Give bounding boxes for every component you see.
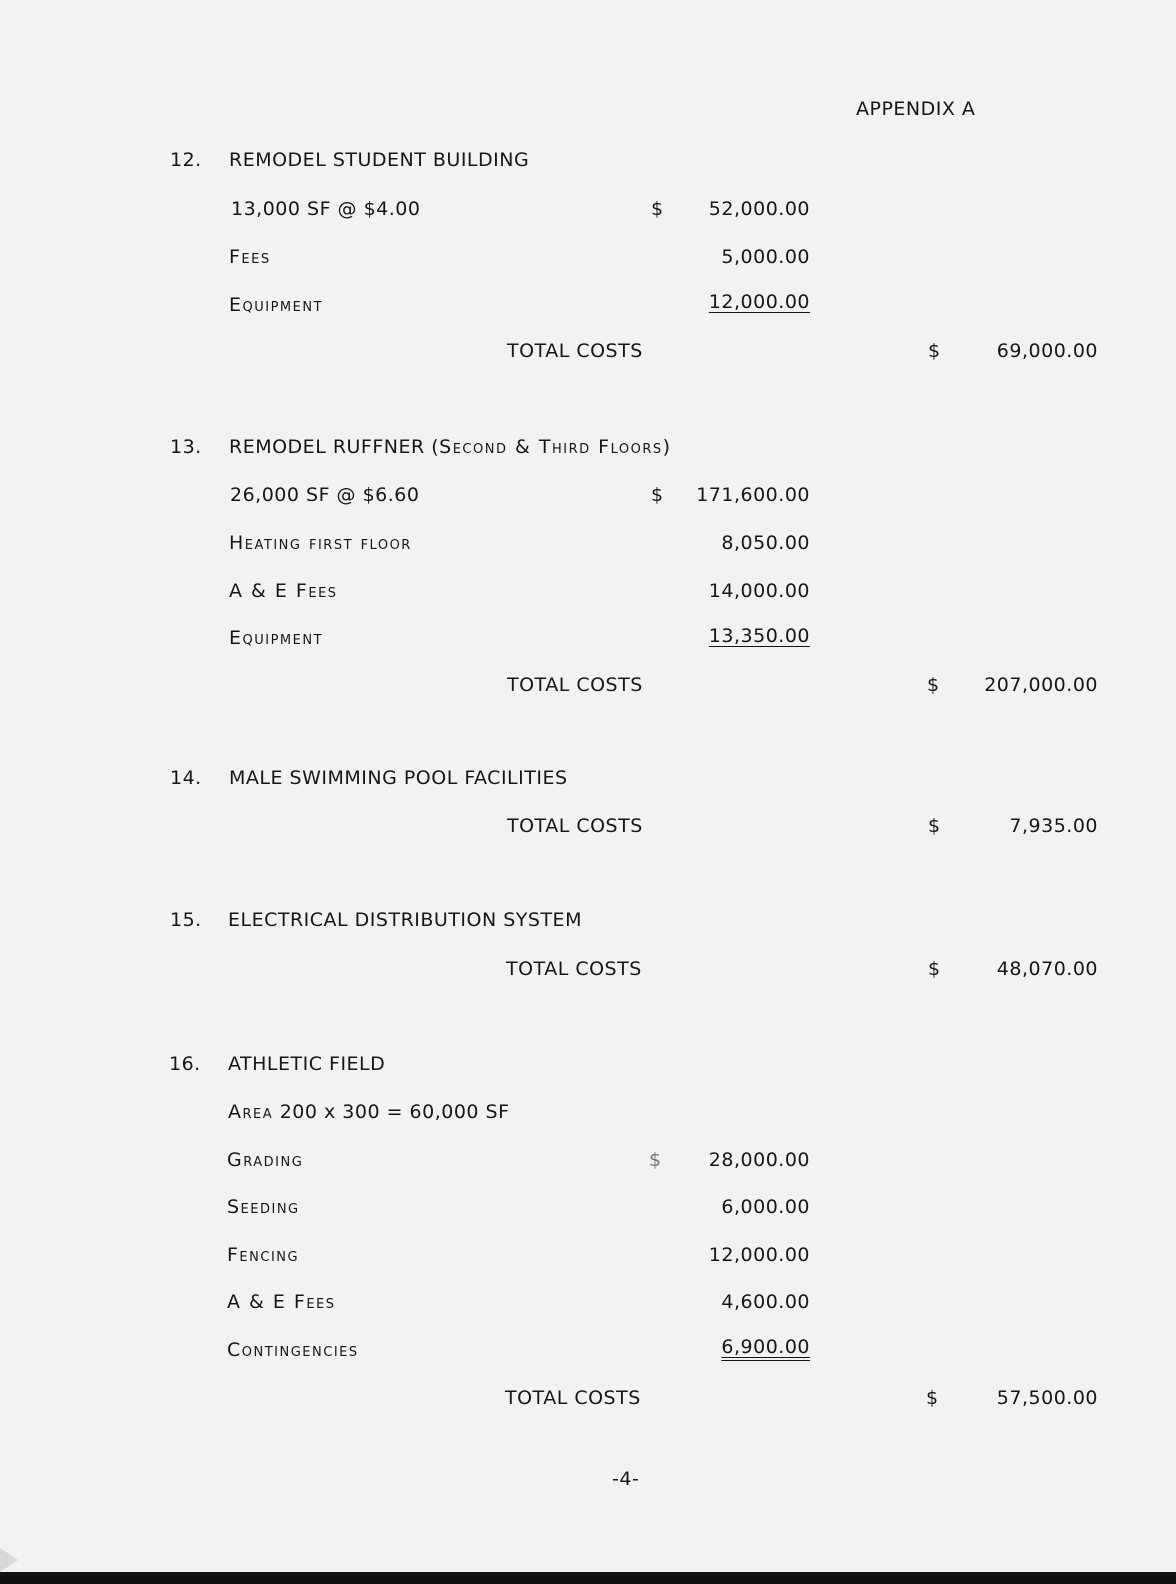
section-title: ATHLETIC FIELD	[228, 1053, 386, 1075]
total-amount: 57,500.00	[996, 1387, 1098, 1409]
line-item-label: Heating first floor	[229, 532, 412, 554]
total-amount: 7,935.00	[1009, 815, 1098, 837]
scan-bottom-edge	[0, 1572, 1176, 1584]
line-item-label: Fees	[229, 246, 271, 268]
line-item-label: 13,000 SF @ $4.00	[231, 198, 421, 220]
line-item-label: Contingencies	[227, 1339, 359, 1361]
line-item-currency: $	[651, 198, 664, 220]
section-number: 13.	[170, 436, 202, 458]
line-item-currency: $	[651, 484, 664, 506]
section-title: REMODEL RUFFNER (Second & Third Floors)	[229, 436, 671, 458]
line-item-amount: 12,000.00	[708, 291, 810, 313]
total-currency: $	[928, 340, 941, 362]
section-title: REMODEL STUDENT BUILDING	[229, 149, 530, 171]
line-item-amount: 4,600.00	[721, 1291, 810, 1313]
total-costs-label: TOTAL COSTS	[505, 1387, 641, 1409]
total-currency: $	[927, 674, 940, 696]
line-item-label: A & E Fees	[229, 580, 338, 602]
line-item-amount: 171,600.00	[696, 484, 810, 506]
line-item-amount: 8,050.00	[721, 532, 810, 554]
section-subtitle: Area 200 x 300 = 60,000 SF	[228, 1101, 510, 1123]
line-item-amount: 5,000.00	[721, 246, 810, 268]
total-costs-label: TOTAL COSTS	[507, 340, 643, 362]
section-title: ELECTRICAL DISTRIBUTION SYSTEM	[228, 909, 582, 931]
page-corner-mark	[0, 1548, 18, 1572]
line-item-label: Grading	[227, 1149, 304, 1171]
line-item-amount: 6,000.00	[721, 1196, 810, 1218]
appendix-label: APPENDIX A	[856, 98, 976, 120]
section-number: 12.	[170, 149, 202, 171]
line-item-amount: 52,000.00	[708, 198, 810, 220]
section-title: MALE SWIMMING POOL FACILITIES	[229, 767, 568, 789]
line-item-amount: 13,350.00	[708, 625, 810, 647]
total-currency: $	[928, 958, 941, 980]
total-currency: $	[926, 1387, 939, 1409]
total-costs-label: TOTAL COSTS	[507, 674, 643, 696]
line-item-label: Fencing	[227, 1244, 300, 1266]
line-item-label: 26,000 SF @ $6.60	[230, 484, 420, 506]
line-item-amount: 28,000.00	[708, 1149, 810, 1171]
section-number: 15.	[170, 909, 202, 931]
line-item-amount: 12,000.00	[708, 1244, 810, 1266]
section-number: 16.	[169, 1053, 201, 1075]
line-item-currency: $	[649, 1149, 662, 1171]
line-item-label: A & E Fees	[227, 1291, 336, 1313]
total-amount: 69,000.00	[996, 340, 1098, 362]
total-costs-label: TOTAL COSTS	[507, 815, 643, 837]
section-number: 14.	[170, 767, 202, 789]
total-amount: 207,000.00	[984, 674, 1098, 696]
line-item-amount: 6,900.00	[721, 1336, 810, 1358]
total-currency: $	[928, 815, 941, 837]
total-amount: 48,070.00	[996, 958, 1098, 980]
total-costs-label: TOTAL COSTS	[506, 958, 642, 980]
page-number: -4-	[612, 1468, 640, 1490]
line-item-label: Seeding	[227, 1196, 300, 1218]
line-item-label: Equipment	[229, 294, 324, 316]
line-item-amount: 14,000.00	[708, 580, 810, 602]
line-item-label: Equipment	[229, 627, 324, 649]
